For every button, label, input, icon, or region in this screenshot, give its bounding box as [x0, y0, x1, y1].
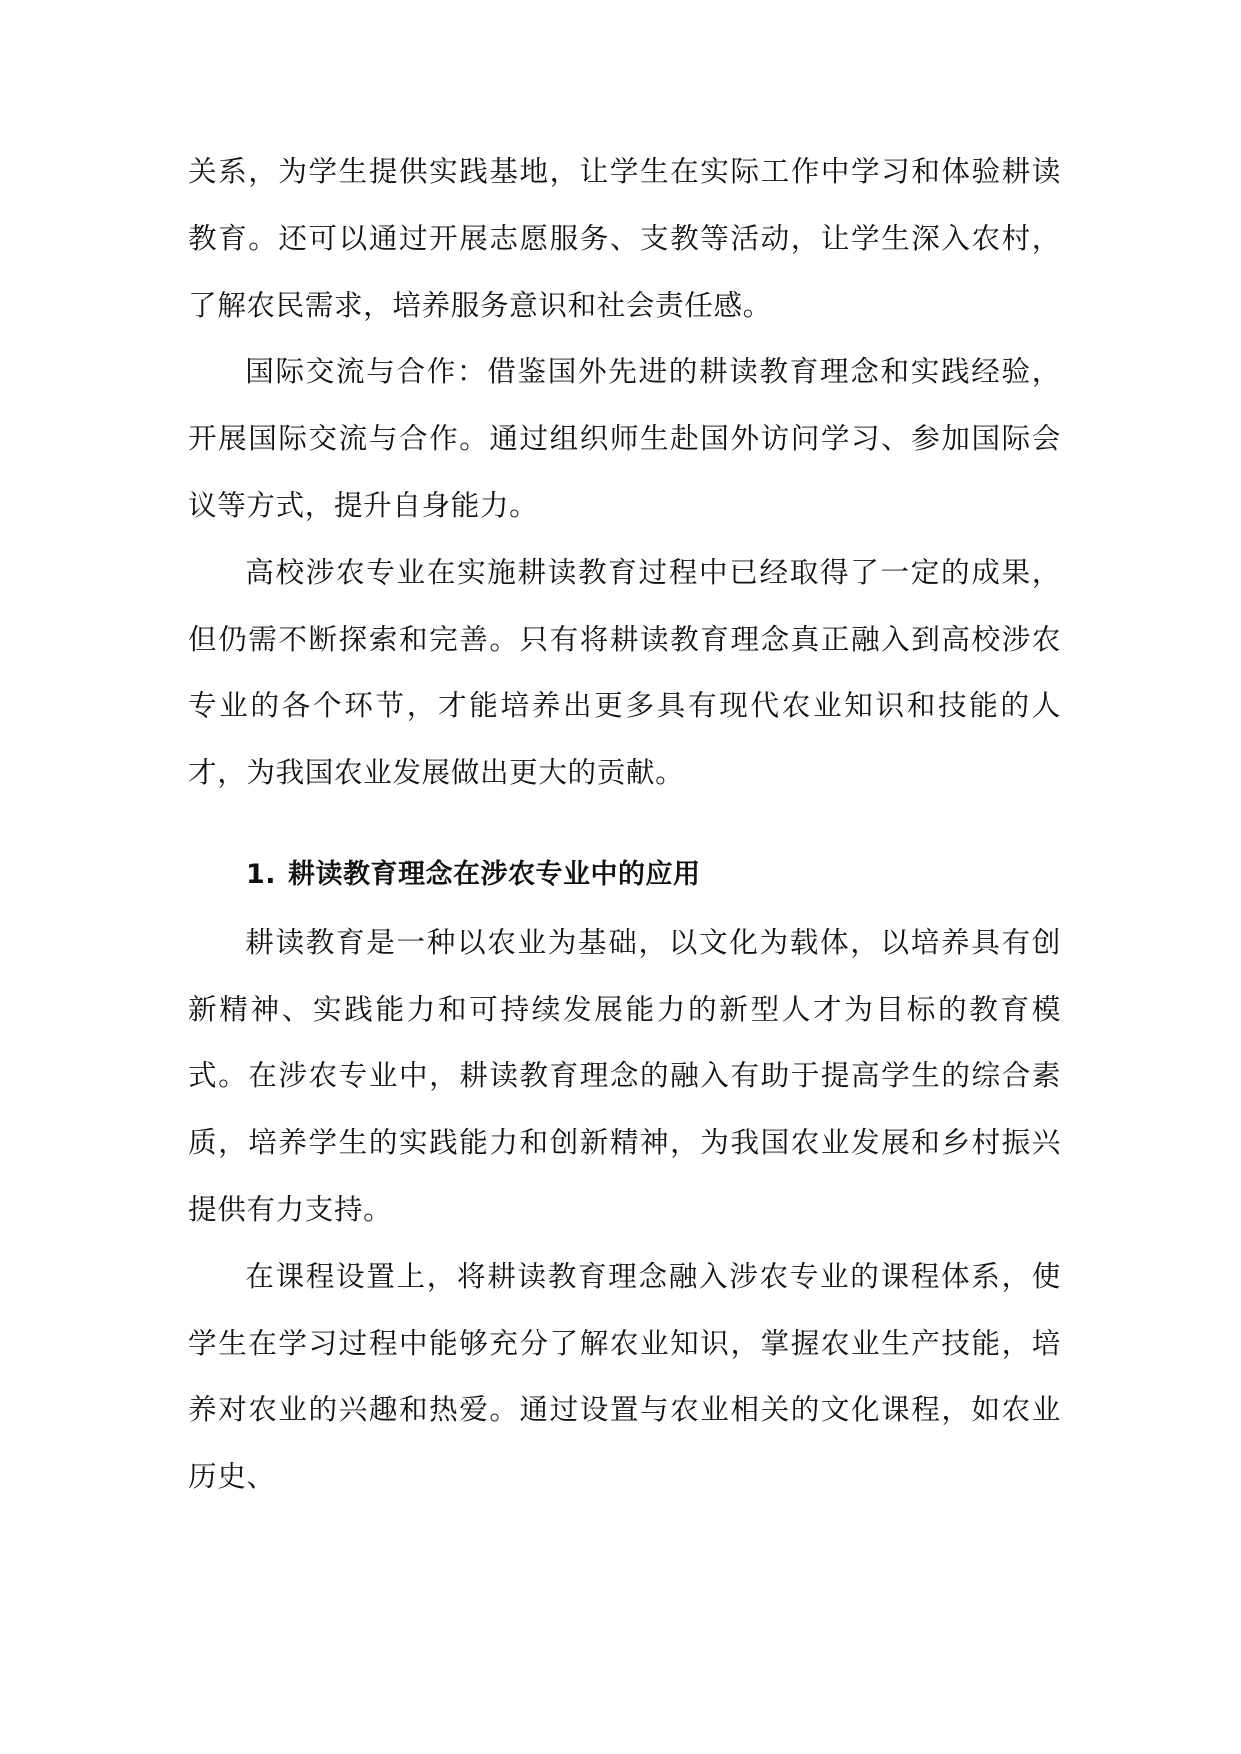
- paragraph-international-exchange: 国际交流与合作：借鉴国外先进的耕读教育理念和实践经验，开展国际交流与合作。通过组织师生赴国外访问学习、参加国际会议等方式，提升自身能力。: [188, 354, 1061, 522]
- section-number: 1.: [246, 858, 277, 890]
- paragraph-continuation: 关系，为学生提供实践基地，让学生在实际工作中学习和体验耕读教育。还可以通过开展志愿服务、支教等活动，让学生深入农村，了解农民需求，培养服务意识和社会责任感。: [188, 154, 1061, 322]
- section-heading: [188, 842, 1061, 909]
- section-title: 耕读教育理念在涉农专业中的应用: [288, 858, 701, 890]
- paragraph-curriculum: 在课程设置上，将耕读教育理念融入涉农专业的课程体系，使学生在学习过程中能够充分了解农业知识，掌握农业生产技能，培养对农业的兴趣和热爱。通过设置与农业相关的文化课程，如农业历史、: [188, 1258, 1061, 1494]
- document-body: [188, 138, 1061, 1510]
- paragraph-definition: 耕读教育是一种以农业为基础，以文化为载体，以培养具有创新精神、实践能力和可持续发展能力的新型人才为目标的教育模式。在涉农专业中，耕读教育理念的融入有助于提高学生的综合素质，培养学生的实践能力和创新精神，为我国农业发展和乡村振兴提供有力支持。: [188, 924, 1061, 1226]
- paragraph-conclusion: 高校涉农专业在实施耕读教育过程中已经取得了一定的成果，但仍需不断探索和完善。只有将耕读教育理念真正融入到高校涉农专业的各个环节，才能培养出更多具有现代农业知识和技能的人才，为我国农业发展做出更大的贡献。: [188, 554, 1061, 790]
